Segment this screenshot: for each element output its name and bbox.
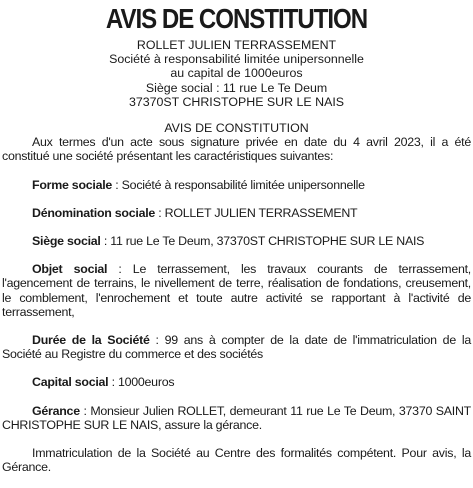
company-header (2, 38, 471, 109)
company-form: Société à responsabilité limitée unipersonnelle (109, 52, 364, 67)
section-text: : Société à responsabilité limitée unipersonnelle (112, 177, 365, 192)
section-text: : 1000euros (108, 375, 175, 390)
closing-paragraph: Immatriculation de la Société au Centre des formalités compétent. Pour avis, la Gérance. (2, 446, 471, 475)
section-forme (2, 178, 471, 192)
section-label: Capital social (32, 375, 109, 390)
section-text: : 99 ans à compter de la date de l'immatriculation de la Société au Registre du commerce et des sociétés (2, 333, 471, 362)
company-name: ROLLET JULIEN TERRASSEMENT (136, 38, 337, 52)
section-capital (2, 375, 471, 389)
section-denomination (2, 206, 471, 220)
section-label: Siège social (32, 234, 101, 249)
section-label: Forme sociale (32, 177, 113, 192)
section-label: Objet social (32, 262, 108, 277)
company-address-city: 37370ST CHRISTOPHE SUR LE NAIS (128, 94, 345, 109)
legal-notice (0, 4, 473, 488)
intro-paragraph: Aux termes d'un acte sous signature privée en date du 4 avril 2023, il a été constitué une société présentant les caractéristiques suivantes: (2, 135, 471, 164)
section-label: Gérance (32, 403, 80, 418)
section-duree (2, 333, 471, 361)
section-text: : ROLLET JULIEN TERRASSEMENT (155, 205, 358, 220)
section-siege (2, 234, 471, 248)
section-gerance (2, 404, 471, 432)
section-text: : Le terrassement, les travaux courants de terrassement, l'agencement de terrains, le nivellement de terre, réalisation de fondations, creusement, le comblement, l'enrochement et toute autre activité se rapportant à l'activité de terrassement, (2, 262, 471, 319)
notice-title: AVIS DE CONSTITUTION (105, 3, 368, 34)
notice-subtitle: AVIS DE CONSTITUTION (164, 121, 309, 136)
section-label: Dénomination sociale (32, 205, 156, 220)
section-label: Durée de la Société (32, 333, 150, 348)
section-text: : Monsieur Julien ROLLET, demeurant 11 rue Le Te Deum, 37370 SAINT CHRISTOPHE SUR LE NAIS, assure la gérance. (2, 403, 471, 432)
section-text: : 11 rue Le Te Deum, 37370ST CHRISTOPHE SUR LE NAIS (100, 234, 425, 249)
company-address-street: Siège social : 11 rue Le Te Deum (145, 80, 328, 95)
section-objet (2, 262, 471, 319)
company-capital: au capital de 1000euros (170, 66, 303, 81)
